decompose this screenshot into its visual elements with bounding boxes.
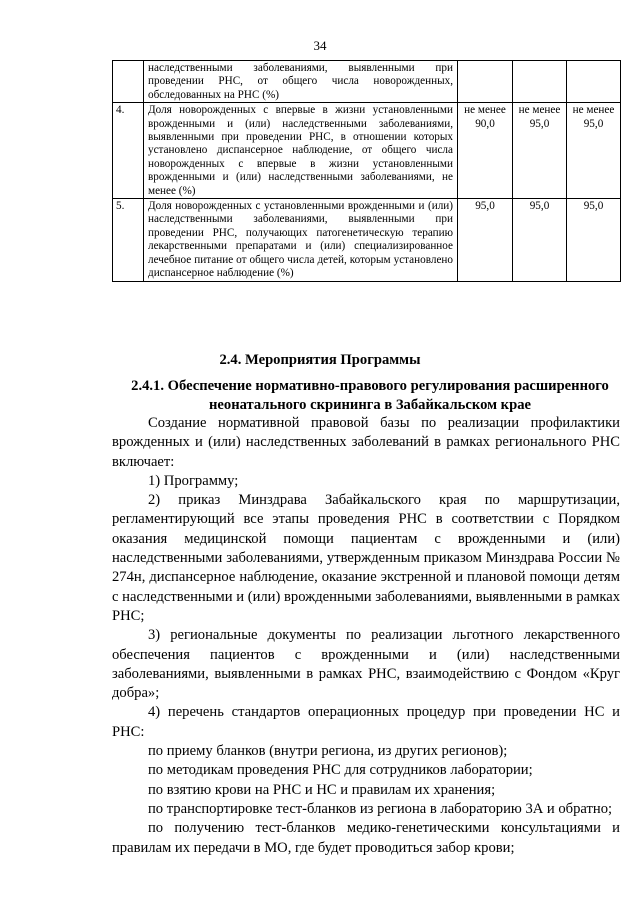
- row-value-1: не менее 90,0: [458, 103, 513, 199]
- list-item: по получению тест-бланков медико-генетическими консультациями и правилам их передачи в МО, где будет проводиться забор крови;: [112, 820, 620, 856]
- row-value-3: [567, 61, 621, 103]
- row-value-3: не менее 95,0: [567, 103, 621, 199]
- list-item: 3) региональные документы по реализации льготного лекарственного обеспечения пациентов с врожденными и (или) наследственными заболеваниями, выявленными в рамках РНС, взаимодействию с Фондом «Круг добра»;: [112, 627, 620, 702]
- row-value-3: 95,0: [567, 199, 621, 281]
- body-text: [112, 414, 620, 858]
- row-value-2: не менее 95,0: [513, 103, 567, 199]
- list-item: 1) Программу;: [148, 472, 239, 489]
- row-description: Доля новорожденных с установленными врожденными и (или) наследственными заболеваниями, выявленными при проведении РНС, получающих патогенетическую терапию лекарственными препаратами и (или) специализированное лечебное питание от общего числа детей, которым установлено диспансерное наблюдение (%): [144, 199, 458, 281]
- list-item: по транспортировке тест-бланков из региона в лабораторию 3А и обратно;: [148, 800, 613, 817]
- subsection-title: 2.4.1. Обеспечение нормативно-правового регулирования расширенного неонатального скрининга в Забайкальском крае: [131, 378, 609, 413]
- row-description: наследственными заболеваниями, выявленными при проведении РНС, от общего числа новорожденных, обследованных на РНС (%): [144, 61, 458, 103]
- row-number: 4.: [113, 103, 144, 199]
- row-number: [113, 61, 144, 103]
- paragraph: Создание нормативной правовой базы по реализации профилактики врожденных и (или) наследственных заболеваний в рамках регионального РНС включает:: [112, 415, 620, 470]
- table-row: [113, 103, 621, 199]
- table-row: [113, 61, 621, 103]
- list-item: 4) перечень стандартов операционных процедур при проведении НС и РНС:: [112, 704, 620, 740]
- list-item: по приему бланков (внутри региона, из других регионов);: [148, 743, 508, 760]
- section-title: 2.4. Мероприятия Программы: [219, 352, 421, 368]
- list-item: по взятию крови на РНС и НС и правилам их хранения;: [148, 781, 496, 798]
- row-value-2: [513, 61, 567, 103]
- row-value-1: 95,0: [458, 199, 513, 281]
- row-number: 5.: [113, 199, 144, 281]
- list-item: по методикам проведения РНС для сотрудников лаборатории;: [148, 762, 533, 779]
- row-value-1: [458, 61, 513, 103]
- page-number: 34: [313, 38, 327, 53]
- indicators-table: [112, 60, 621, 282]
- row-value-2: 95,0: [513, 199, 567, 281]
- list-item: 2) приказ Минздрава Забайкальского края по маршрутизации, регламентирующий все этапы проведения РНС в соответствии с Порядком оказания медицинской помощи пациентам с врожденными и (или) наследственными заболеваниями, утвержденным приказом Минздрава России № 274н, диспансерное наблюдение, оказание экстренной и плановой помощи детям с наследственными и (или) врожденными заболеваниями, выявленными в рамках РНС;: [112, 492, 620, 624]
- table-row: [113, 199, 621, 281]
- row-description: Доля новорожденных с впервые в жизни установленными врожденными и (или) наследственными заболеваниями, выявленными при проведении РНС, в отношении которых установлено диспансерное наблюдение, от общего числа новорожденных с впервые в жизни установленными врожденными и (или) наследственными заболеваниями, не менее (%): [144, 103, 458, 199]
